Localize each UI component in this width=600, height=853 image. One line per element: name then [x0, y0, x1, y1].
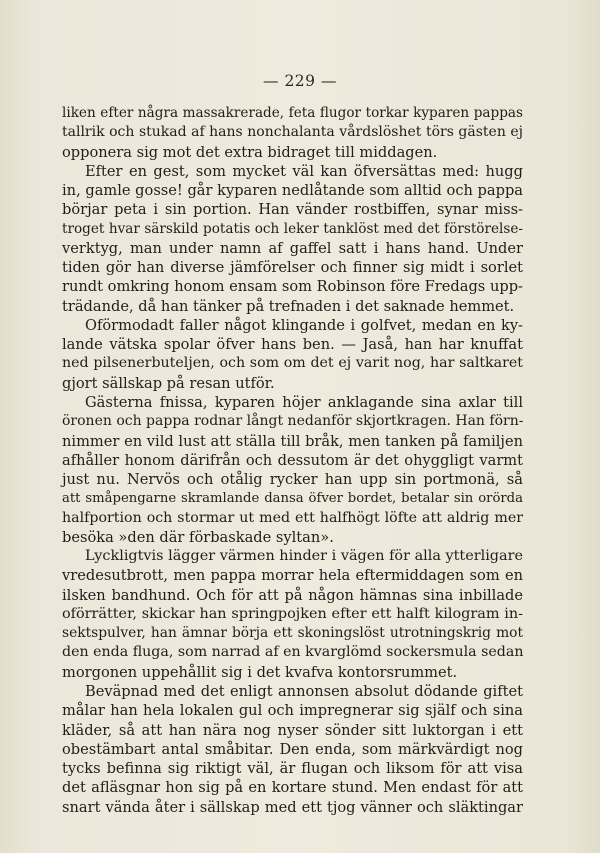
text-line: vredesutbrott, men pappa morrar hela eftermiddagen som en — [62, 567, 523, 585]
text-line: halfportion och stormar ut med ett halfhögt löfte att aldrig mer — [62, 509, 523, 526]
text-line: den enda fluga, som narrad af en kvarglömd sockersmula sedan — [62, 644, 524, 661]
text-line: rundt omkring honom ensam som Robinson före Fredags upp- — [62, 278, 523, 296]
text-line: det afläsgnar hon sig på en kortare stund. Men endast för att — [62, 779, 523, 797]
page-number: — 229 — — [263, 72, 337, 90]
text-line: Oförmodadt faller något klingande i golfvet, medan en ky- — [85, 316, 523, 334]
text-line: morgonen uppehållit sig i det kvafva kontorsrummet. — [62, 663, 458, 681]
text-line: sektspulver, han ämnar börja ett skoningslöst utrotningskrig mot — [62, 625, 523, 642]
text-line: Efter en gest, som mycket väl kan öfversättas med: hugg — [85, 162, 523, 180]
text-line: tycks befinna sig riktigt väl, är flugan och liksom för att visa — [62, 760, 523, 778]
text-line: liken efter några massakrerade, feta flugor torkar kyparen pappas — [62, 105, 523, 121]
text-line: oförrätter, skickar han springpojken efter ett halft kilogram in- — [62, 605, 523, 622]
text-line: Beväpnad med det enligt annonsen absolut dödande giftet — [85, 682, 523, 700]
text-line: verktyg, man under namn af gaffel satt i hans hand. Under — [62, 239, 523, 257]
text-line: börjar peta i sin portion. Han vänder rostbiffen, synar miss- — [62, 201, 523, 219]
text-line: målar han hela lokalen gul och impregnerar sig själf och sina — [62, 702, 523, 720]
text-line: att småpengarne skramlande dansa öfver bordet, betalar sin orörda — [62, 491, 523, 507]
text-line: in, gamle gosse! går kyparen nedlåtande som alltid och pappa — [62, 182, 523, 200]
text-line: ilsken bandhund. Och för att på någon hämnas sina inbillade — [62, 586, 523, 604]
text-line: gjort sällskap på resan utför. — [62, 374, 275, 392]
text-line: besöka »den där förbaskade syltan». — [62, 528, 334, 546]
text-line: kläder, så att han nära nog nyser sönder sitt luktorgan i ett — [62, 721, 523, 739]
text-line: Gästerna fnissa, kyparen höjer anklagande sina axlar till — [85, 393, 523, 411]
text-line: troget hvar särskild potatis och leker tanklöst med det förstörelse- — [62, 220, 523, 237]
text-line: öronen och pappa rodnar långt nedanför skjortkragen. Han förn- — [62, 413, 524, 430]
text-line: ned pilsenerbuteljen, och som om det ej varit nog, har saltkaret — [62, 355, 523, 372]
text-line: nimmer en vild lust att ställa till bråk, men tanken på familjen — [62, 432, 523, 450]
text-line: trädande, då han tänker på trefnaden i det saknade hemmet. — [62, 297, 515, 315]
text-line: lande vätska spolar öfver hans ben. — Jaså, han har knuffat — [62, 336, 523, 354]
text-line: afhåller honom därifrån och dessutom är det ohyggligt varmt — [62, 451, 523, 469]
body-text — [62, 104, 523, 817]
text-line: tallrik och stukad af hans nonchalanta vårdslöshet törs gästen ej — [62, 124, 523, 141]
text-line: Lyckligtvis lägger värmen hinder i vägen för alla ytterligare — [85, 548, 523, 565]
text-line: obestämbart antal småbitar. Den enda, som märkvärdigt nog — [62, 740, 523, 758]
text-line: just nu. Nervös och otålig rycker han upp sin portmonä, så — [62, 471, 523, 489]
text-line: opponera sig mot det extra bidraget till middagen. — [62, 143, 438, 161]
text-line: tiden gör han diverse jämförelser och finner sig midt i sorlet — [62, 259, 523, 277]
text-line: snart vända åter i sällskap med ett tjog vänner och släktingar — [62, 798, 523, 816]
